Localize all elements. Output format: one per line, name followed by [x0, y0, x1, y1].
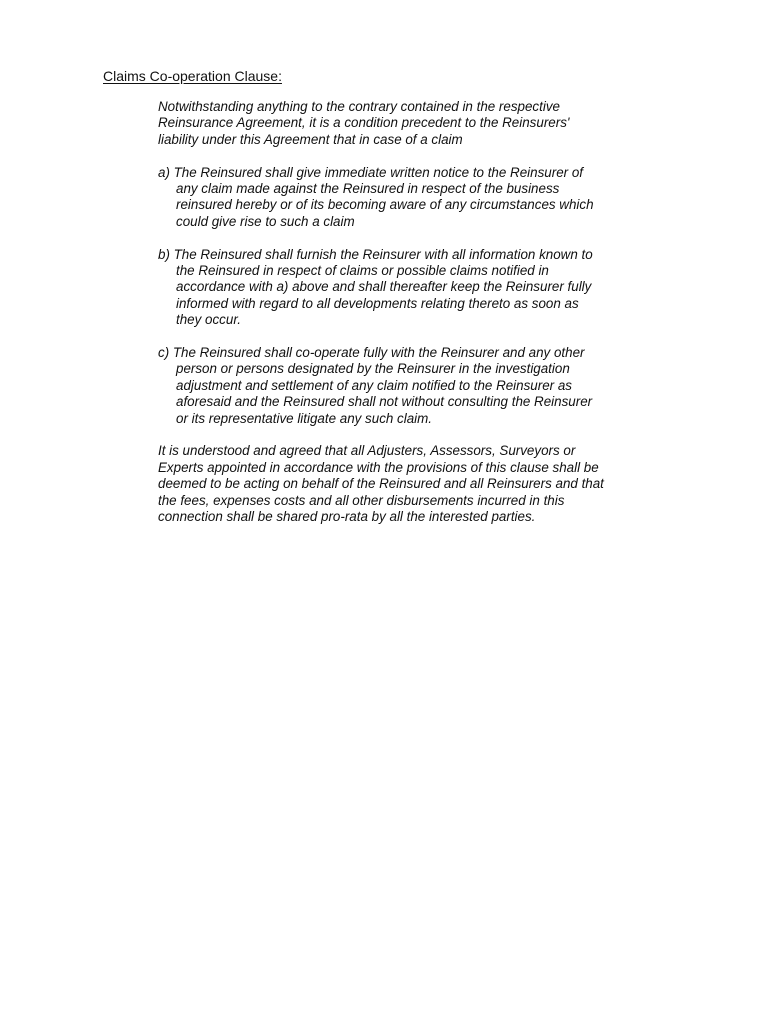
intro-paragraph [158, 99, 678, 148]
item-line: informed with regard to all developments relating thereto as soon as [176, 295, 579, 311]
item-line: aforesaid and the Reinsured shall not without consulting the Reinsurer [176, 394, 593, 410]
closing-paragraph [158, 443, 678, 525]
item-line: person or persons designated by the Reinsurer in the investigation [176, 361, 570, 377]
item-line: could give rise to such a claim [176, 213, 355, 229]
intro-line: Notwithstanding anything to the contrary contained in the respective [158, 99, 560, 114]
clause-item-c [158, 345, 678, 427]
item-line: accordance with a) above and shall thereafter keep the Reinsurer fully [176, 279, 592, 295]
clause-item-a [158, 165, 678, 231]
item-line: adjustment and settlement of any claim notified to the Reinsurer as [176, 377, 572, 393]
intro-line: liability under this Agreement that in case of a claim [158, 131, 463, 147]
closing-line: It is understood and agreed that all Adjusters, Assessors, Surveyors or [158, 443, 576, 459]
clause-heading: Claims Co-operation Clause: [103, 68, 282, 84]
clause-body [158, 99, 678, 542]
closing-line: connection shall be shared pro-rata by all the interested parties. [158, 509, 536, 525]
closing-line: Experts appointed in accordance with the provisions of this clause shall be [158, 459, 599, 475]
clause-item-b [158, 247, 678, 329]
item-line: a) The Reinsured shall give immediate written notice to the Reinsurer of [158, 164, 583, 180]
item-line: or its representative litigate any such claim. [176, 410, 433, 426]
item-line: b) The Reinsured shall furnish the Reinsurer with all information known to [158, 246, 593, 262]
item-line: reinsured hereby or of its becoming aware of any circumstances which [176, 197, 594, 213]
item-line: the Reinsured in respect of claims or possible claims notified in [176, 263, 549, 279]
item-line: any claim made against the Reinsured in respect of the business [176, 181, 560, 197]
item-line: c) The Reinsured shall co-operate fully with the Reinsurer and any other [158, 345, 585, 361]
item-line: they occur. [176, 312, 241, 328]
intro-line: Reinsurance Agreement, it is a condition precedent to the Reinsurers' [158, 115, 570, 131]
closing-line: deemed to be acting on behalf of the Reinsured and all Reinsurers and that [158, 476, 604, 492]
closing-line: the fees, expenses costs and all other disbursements incurred in this [158, 492, 565, 508]
